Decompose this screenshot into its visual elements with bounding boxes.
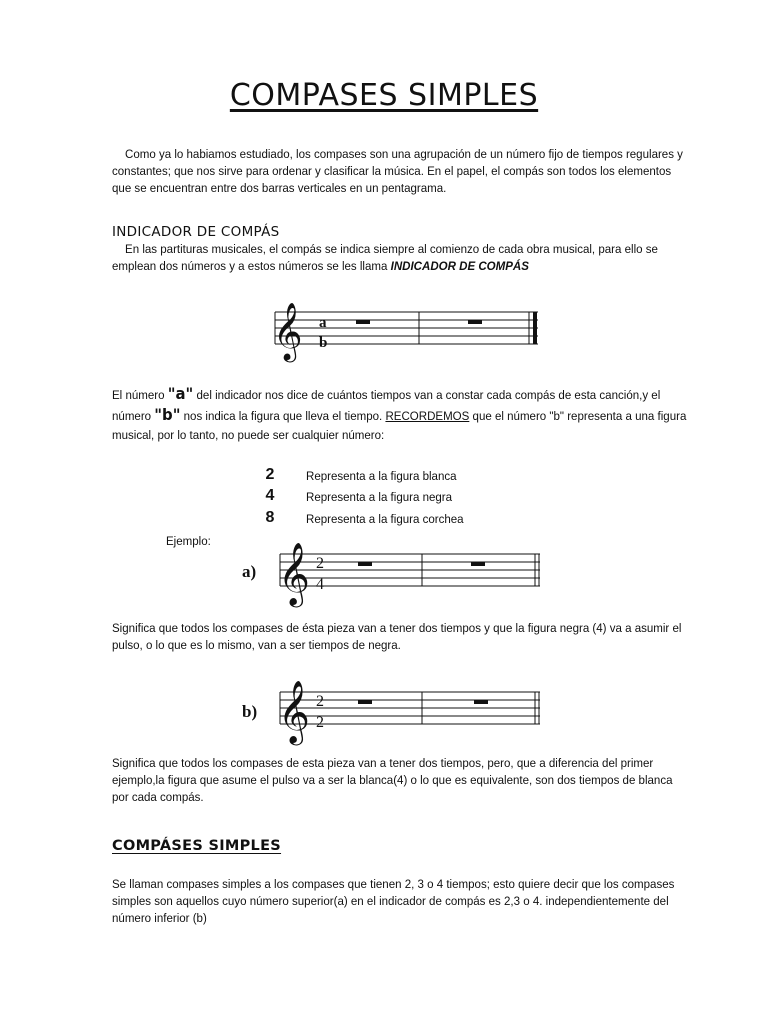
letter-a: "a"	[167, 384, 194, 403]
final-barline-thick	[533, 312, 537, 344]
explain-part-3: nos indica la figura que lleva el tiempo.	[183, 409, 383, 423]
whole-rest-icon	[468, 320, 482, 324]
explain-part-1: El número	[112, 388, 165, 402]
staff-generic	[270, 298, 542, 364]
figure-text: Representa a la figura negra	[306, 490, 453, 504]
figure-number: 2	[265, 466, 275, 483]
treble-clef-icon: 𝄞	[278, 544, 310, 604]
example-a-paragraph: Significa que todos los compases de ésta pieza van a tener dos tiempos y que la figura negra (4) va a asumir el pulso, o lo que es lo mismo, van a ser tiempos de negra.	[112, 621, 682, 652]
indicador-emphasis: INDICADOR DE COMPÁS	[390, 259, 529, 273]
whole-rest-icon	[358, 700, 372, 704]
example-b-paragraph: Significa que todos los compases de esta pieza van a tener dos tiempos, pero, que a diferencia del primer ejemplo,la figura que asume el pulso va a ser la blanca(4) o lo que es equivalente, son dos tiempos de blanca por cada compás.	[112, 756, 673, 804]
time-signature-top: a	[319, 315, 327, 331]
treble-clef-icon: 𝄞	[278, 682, 310, 742]
figure-number: 8	[265, 509, 275, 526]
time-signature-top: 2	[316, 693, 324, 710]
recordemos: RECORDEMOS	[385, 409, 470, 423]
indicador-text: En las partituras musicales, el compás se indica siempre al comienzo de cada obra musical, para ello se emplean dos números y a estos números se les llama	[112, 242, 658, 273]
time-signature-bottom: 4	[316, 576, 324, 593]
time-signature-bottom: b	[319, 335, 328, 351]
explain-paragraph	[112, 384, 689, 445]
time-signature-bottom: 2	[316, 714, 324, 731]
indicador-paragraph	[112, 241, 689, 275]
whole-rest-icon	[471, 562, 485, 566]
whole-rest-icon	[474, 700, 488, 704]
time-signature-top: 2	[316, 555, 324, 572]
staff-example-a	[276, 536, 544, 610]
explain-part-2: del indicador nos dice de cuántos tiempos van a constar cada compás de esta canción,y el número	[112, 388, 661, 423]
page-title: COMPASES SIMPLES	[229, 78, 539, 113]
ejemplo-label: Ejemplo:	[166, 534, 211, 548]
explain-part-4: que el número "b" representa a una figura musical, por lo tanto, no puede ser cualquier número:	[112, 409, 687, 442]
letter-b: "b"	[154, 405, 181, 424]
intro-paragraph: Como ya lo habiamos estudiado, los compases son una agrupación de un número fijo de tiempos regulares y constantes; que nos sirve para ordenar y clasificar la música. En el papel, el compás son todos los elementos que se encuentran entre dos barras verticales en un pentagrama.	[112, 147, 683, 195]
figure-text: Representa a la figura blanca	[306, 469, 457, 483]
treble-clef-icon: 𝄞	[273, 303, 303, 359]
indicador-heading: INDICADOR DE COMPÁS	[112, 224, 280, 240]
example-b-label: b)	[242, 702, 258, 721]
simples-heading: COMPÁSES SIMPLES	[112, 838, 282, 854]
simples-paragraph: Se llaman compases simples a los compases que tienen 2, 3 o 4 tiempos; esto quiere decir que los compases simples son aquellos cuyo número superior(a) en el indicador de compás es 2,3 o 4. independientemente del número inferior (b)	[112, 877, 675, 925]
staff-example-b	[276, 674, 544, 748]
whole-rest-icon	[358, 562, 372, 566]
figure-number: 4	[265, 487, 275, 504]
figure-text: Representa a la figura corchea	[306, 512, 464, 526]
example-a-label: a)	[242, 562, 257, 581]
whole-rest-icon	[356, 320, 370, 324]
